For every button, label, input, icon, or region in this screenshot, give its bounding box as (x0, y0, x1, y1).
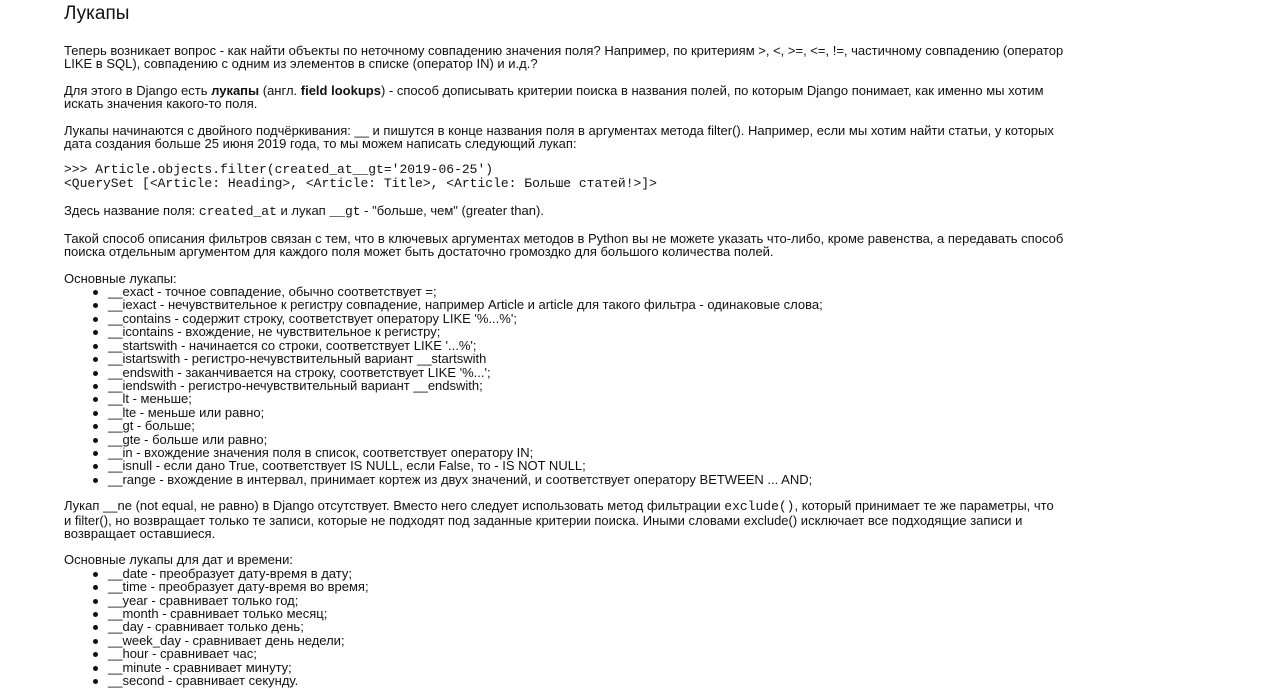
bold-term-lookups: лукапы (211, 82, 260, 98)
text-span: и лукап (276, 203, 330, 219)
field-explanation-paragraph (64, 204, 1064, 218)
list-item: __endswith - заканчивается на строку, соответствует LIKE '%...'; (108, 366, 1064, 379)
inline-code-lookup: __gt (329, 204, 361, 220)
list-item: __day - сравнивает только день; (108, 620, 1064, 633)
filter-rationale-paragraph: Такой способ описания фильтров связан с тем, что в ключевых аргументах методов в Python вы не можете указать что-либо, кроме равенства, а передавать способ поиска отдельным аргументом для каждого поля может быть достаточно громоздко для большого количества полей. (64, 230, 1064, 260)
inline-code-field: created_at (198, 204, 277, 220)
text-span: (англ. (259, 82, 301, 98)
lookups-list-heading: Основные лукапы: (64, 270, 177, 286)
list-item: __in - вхождение значения поля в список, соответствует оператору IN; (108, 446, 1064, 459)
article (64, 0, 1064, 687)
list-item: __week_day - сравнивает день недели; (108, 634, 1064, 647)
list-item: __month - сравнивает только месяц; (108, 607, 1064, 620)
lookups-definition-paragraph (64, 84, 1064, 111)
list-item: __icontains - вхождение, не чувствительное к регистру; (108, 325, 1064, 338)
list-item: __minute - сравнивает минуту; (108, 661, 1064, 674)
list-item: __hour - сравнивает час; (108, 647, 1064, 660)
list-item: __time - преобразует дату-время во время; (108, 580, 1064, 593)
intro-paragraph: Теперь возникает вопрос - как найти объекты по неточному совпадению значения поля? Например, по критериям >, <, >=, <=, !=, частичному совпадению (оператор LIKE в SQL), совпадению с одним из элементов в списке (оператор IN) и и.д.? (64, 43, 1064, 72)
list-item: __isnull - если дано True, соответствует IS NULL, если False, то - IS NOT NULL; (108, 459, 1064, 472)
code-example: >>> Article.objects.filter(created_at__gt='2019-06-25') <QuerySet [<Article: Heading>, <Article: Title>, <Article: Больше статей!>]> (64, 162, 657, 192)
lookups-list (64, 285, 1064, 486)
list-item: __second - сравнивает секунду. (108, 674, 1064, 687)
text-span: , который принимает те же параметры, что и filter(), но возвращает только те записи, которые не подходят под заданные критерии поиска. Иными словами exclude() исключает все подходящие записи и возвращает оставшиеся. (64, 498, 1054, 541)
list-item: __gte - больше или равно; (108, 433, 1064, 446)
list-item: __iendswith - регистро-нечувствительный вариант __endswith; (108, 379, 1064, 392)
text-span: Здесь название поля: (64, 203, 199, 219)
list-item: __lt - меньше; (108, 392, 1064, 405)
list-item: __startswith - начинается со строки, соответствует LIKE '...%'; (108, 339, 1064, 352)
text-span: - "больше, чем" (greater than). (360, 203, 544, 219)
exclude-paragraph (64, 499, 1064, 540)
lookup-syntax-paragraph: Лукапы начинаются с двойного подчёркивания: __ и пишутся в конце названия поля в аргументах метода filter(). Например, если мы хотим найти статьи, у которых дата создания больше 25 июня 2019 года, то мы можем написать следующий лукап: (64, 122, 1054, 152)
text-span: Для этого в Django есть (64, 82, 212, 98)
list-item: __iexact - нечувствительное к регистру совпадение, например Article и article для такого фильтра - одинаковые слова; (108, 298, 1064, 311)
list-item: __exact - точное совпадение, обычно соответствует =; (108, 285, 1064, 298)
bold-term-field-lookups: field lookups (300, 82, 381, 98)
text-span: Лукап __ne (not equal, не равно) в Django отсутствует. Вместо него следует использовать метод фильтрации (64, 498, 725, 514)
list-item: __range - вхождение в интервал, принимает кортеж из двух значений, и соответствует оператору BETWEEN ... AND; (108, 473, 1064, 486)
text-span: ) - способ дописывать критерии поиска в названия полей, по которым Django понимает, как именно мы хотим искать значения какого-то поля. (64, 82, 1044, 112)
inline-code-exclude: exclude() (724, 499, 795, 515)
list-item: __year - сравнивает только год; (108, 594, 1064, 607)
list-item: __gt - больше; (108, 419, 1064, 432)
list-item: __date - преобразует дату-время в дату; (108, 567, 1064, 580)
page-title: Лукапы (64, 3, 130, 24)
list-item: __lte - меньше или равно; (108, 406, 1064, 419)
date-lookups-list (64, 567, 1064, 688)
list-item: __istartswith - регистро-нечувствительный вариант __startswith (108, 352, 1064, 365)
date-lookups-heading: Основные лукапы для дат и времени: (64, 552, 293, 568)
list-item: __contains - содержит строку, соответствует оператору LIKE '%...%'; (108, 312, 1064, 325)
